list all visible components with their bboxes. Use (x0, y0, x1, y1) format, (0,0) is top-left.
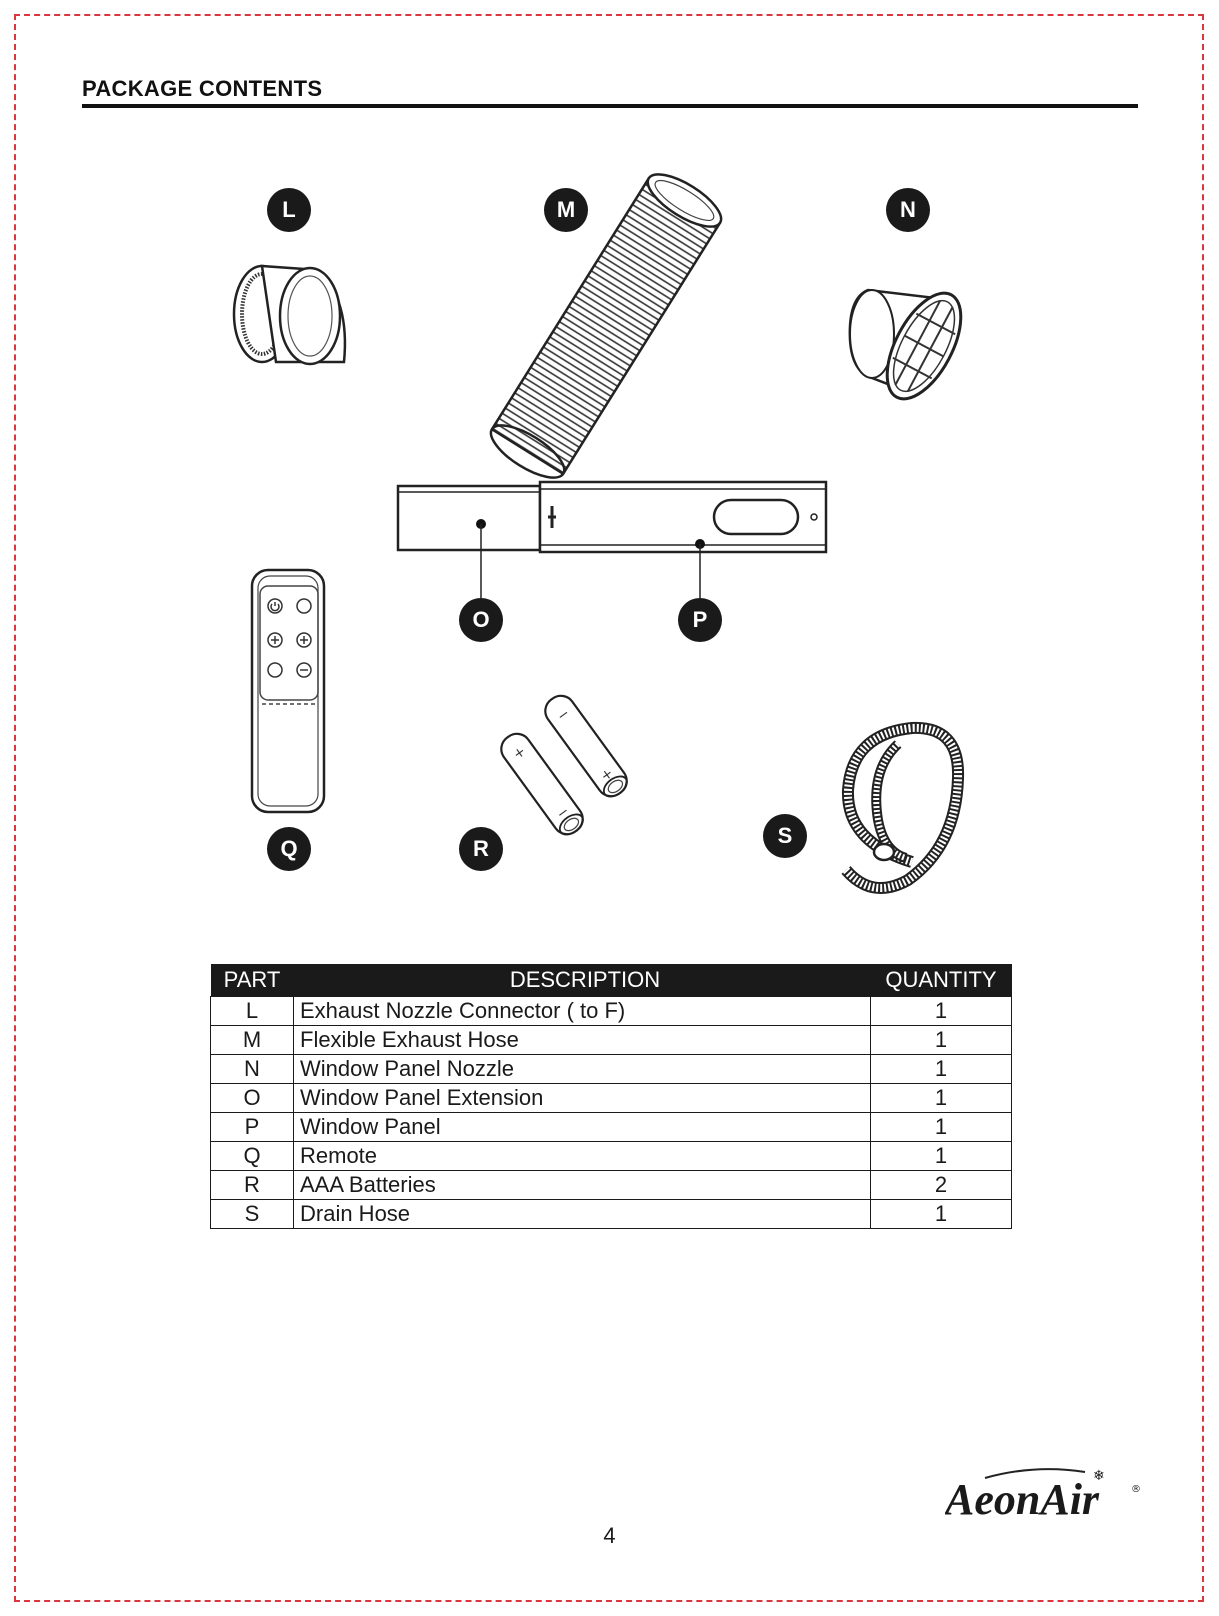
table-row (211, 1026, 1012, 1055)
table-row (211, 1113, 1012, 1142)
cell-part: O (211, 1084, 294, 1113)
cell-description: Drain Hose (294, 1200, 871, 1229)
part-badge-l: L (267, 188, 311, 232)
table-row (211, 1142, 1012, 1171)
cell-part: L (211, 997, 294, 1026)
drain-hose-illustration (846, 728, 958, 888)
cell-part: S (211, 1200, 294, 1229)
cell-quantity: 1 (871, 1055, 1012, 1084)
part-badge-r: R (459, 827, 503, 871)
table-row (211, 1084, 1012, 1113)
window-panel-nozzle-illustration (850, 282, 976, 411)
battery-minus-mark: − (553, 803, 573, 824)
battery-plus-mark: + (597, 765, 617, 786)
cell-quantity: 1 (871, 997, 1012, 1026)
header-description: DESCRIPTION (294, 964, 871, 997)
cell-description: Exhaust Nozzle Connector ( to F) (294, 997, 871, 1026)
cell-description: Window Panel (294, 1113, 871, 1142)
cell-quantity: 2 (871, 1171, 1012, 1200)
remote-illustration (252, 570, 324, 812)
header-quantity: QUANTITY (871, 964, 1012, 997)
table-header-row (211, 964, 1012, 997)
parts-table (210, 964, 1012, 1229)
cell-part: N (211, 1055, 294, 1084)
flexible-exhaust-hose-illustration (483, 165, 728, 488)
window-panel-illustration (398, 482, 826, 598)
cell-description: Remote (294, 1142, 871, 1171)
aaa-batteries-illustration (496, 690, 632, 839)
section-title: PACKAGE CONTENTS (82, 76, 323, 101)
cell-description: AAA Batteries (294, 1171, 871, 1200)
part-badge-m: M (544, 188, 588, 232)
cell-description: Window Panel Nozzle (294, 1055, 871, 1084)
part-badge-q: Q (267, 827, 311, 871)
registered-mark-icon: ® (1131, 1484, 1141, 1495)
brand-logo-text: AeonAir (945, 1475, 1100, 1524)
part-badge-n: N (886, 188, 930, 232)
cell-quantity: 1 (871, 1142, 1012, 1171)
cell-description: Flexible Exhaust Hose (294, 1026, 871, 1055)
header-part: PART (211, 964, 294, 997)
cell-part: P (211, 1113, 294, 1142)
table-row (211, 1171, 1012, 1200)
snowflake-icon: ❄ (1093, 1468, 1105, 1484)
table-row (211, 997, 1012, 1026)
cell-quantity: 1 (871, 1113, 1012, 1142)
cell-quantity: 1 (871, 1200, 1012, 1229)
battery-plus-mark: + (510, 743, 530, 764)
part-badge-p: P (678, 598, 722, 642)
cell-quantity: 1 (871, 1026, 1012, 1055)
cell-part: Q (211, 1142, 294, 1171)
page-number: 4 (603, 1523, 616, 1548)
battery-minus-mark: − (554, 705, 574, 726)
table-row (211, 1200, 1012, 1229)
part-badge-o: O (459, 598, 503, 642)
part-badge-s: S (763, 814, 807, 858)
cell-quantity: 1 (871, 1084, 1012, 1113)
table-row (211, 1055, 1012, 1084)
brand-logo (945, 1462, 1145, 1532)
cell-part: R (211, 1171, 294, 1200)
cell-description: Window Panel Extension (294, 1084, 871, 1113)
exhaust-nozzle-connector-illustration (234, 266, 345, 364)
cell-part: M (211, 1026, 294, 1055)
